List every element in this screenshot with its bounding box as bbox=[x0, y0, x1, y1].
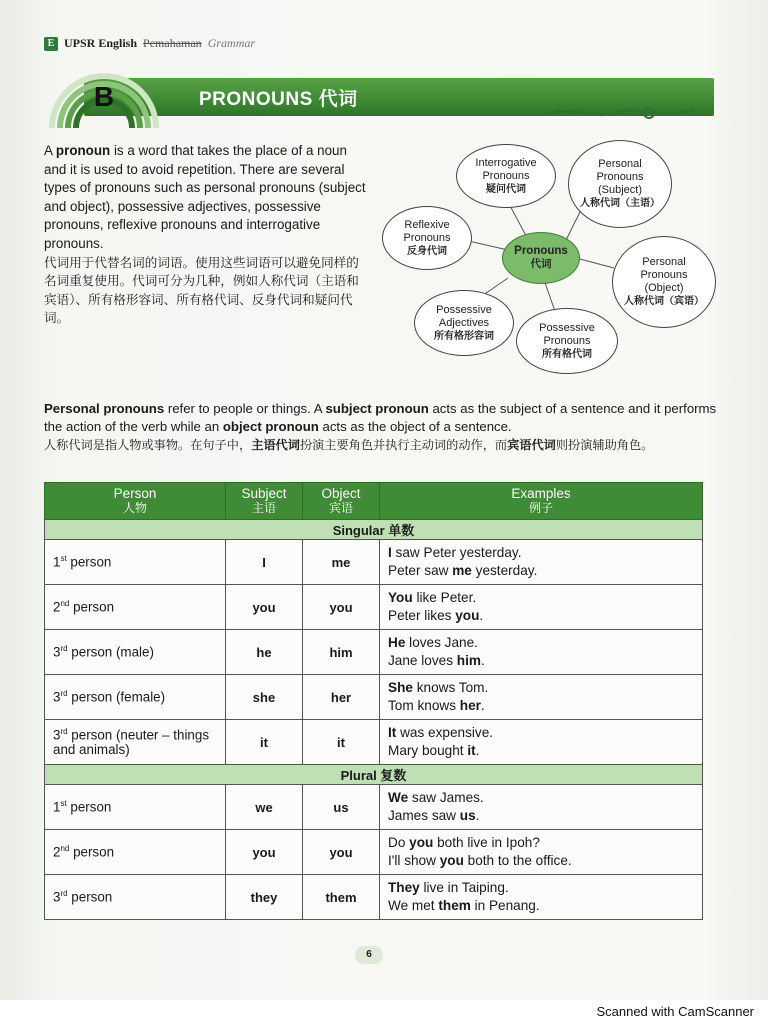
example-text-run: him bbox=[456, 653, 481, 668]
decorative-swirl bbox=[544, 104, 694, 122]
person-cell: 2nd person bbox=[45, 585, 226, 630]
example-sentence bbox=[388, 834, 694, 852]
node-possessive-pronouns: Possessive Pronouns 所有格代词 bbox=[516, 308, 618, 374]
object-pronoun-cell: him bbox=[303, 630, 380, 675]
personal-intro-text-run: Personal pronouns bbox=[44, 401, 165, 416]
example-text-run: live in Taiping. bbox=[419, 880, 509, 895]
examples-cell bbox=[380, 720, 703, 765]
object-pronoun-cell: them bbox=[303, 875, 380, 920]
example-text-run: you bbox=[455, 608, 480, 623]
examples-cell bbox=[380, 630, 703, 675]
node-personal-pronouns-object: Personal Pronouns (Object) 人称代词（宾语） bbox=[612, 236, 716, 328]
examples-cell bbox=[380, 875, 703, 920]
personal-intro-zh-run: 则扮演辅助角色。 bbox=[555, 438, 654, 452]
example-text-run: in Penang. bbox=[470, 898, 540, 913]
example-text-run: them bbox=[438, 898, 471, 913]
example-text-run: me bbox=[452, 563, 472, 578]
example-text-run: both live in Ipoh? bbox=[433, 835, 540, 850]
example-text-run: You bbox=[388, 590, 413, 605]
example-text-run: It bbox=[388, 725, 397, 740]
example-text-run: . bbox=[479, 608, 484, 623]
example-text-run: . bbox=[475, 743, 480, 758]
table-section-row bbox=[45, 765, 703, 785]
example-text-run: Do bbox=[388, 835, 410, 850]
example-sentence bbox=[388, 807, 694, 825]
subject-pronoun-cell: you bbox=[226, 830, 303, 875]
subtitle-grammar: Grammar bbox=[207, 36, 256, 50]
node-interrogative-pronouns: Interrogative Pronouns 疑问代词 bbox=[456, 144, 556, 208]
personal-intro-zh-run: 人称代词是指人物或事物。在句子中， bbox=[44, 438, 252, 452]
table-row bbox=[45, 830, 703, 875]
pronoun-types-diagram bbox=[376, 140, 722, 382]
example-text-run: He bbox=[388, 635, 406, 650]
object-pronoun-cell: us bbox=[303, 785, 380, 830]
example-text-run: was expensive. bbox=[396, 725, 494, 740]
example-text-run: both to the office. bbox=[463, 853, 572, 868]
person-cell: 1st person bbox=[45, 540, 226, 585]
example-text-run: it bbox=[467, 743, 476, 758]
example-sentence bbox=[388, 544, 694, 562]
example-sentence bbox=[388, 562, 694, 580]
table-section-row bbox=[45, 520, 703, 540]
header-person: Person 人物 bbox=[45, 483, 226, 520]
table-row bbox=[45, 785, 703, 830]
example-text-run: her bbox=[459, 698, 481, 713]
object-pronoun-cell: it bbox=[303, 720, 380, 765]
object-pronoun-cell: you bbox=[303, 830, 380, 875]
example-sentence bbox=[388, 879, 694, 897]
subject-pronoun-cell: I bbox=[226, 540, 303, 585]
example-text-run: saw James. bbox=[408, 790, 484, 805]
example-text-run: us bbox=[459, 808, 476, 823]
person-cell: 3rd person (male) bbox=[45, 630, 226, 675]
section-title: PRONOUNS 代词 bbox=[199, 89, 358, 110]
subject-pronoun-cell: she bbox=[226, 675, 303, 720]
intro-chinese: 代词用于代替名词的词语。使用这些词语可以避免同样的名词重复使用。代词可分为几种，例如人称代词（主语和宾语）、所有格形容词、所有格代词、反身代词和疑问代词。 bbox=[44, 254, 359, 326]
intro-english bbox=[44, 142, 366, 254]
person-cell: 3rd person (neuter – things and animals) bbox=[45, 720, 226, 765]
personal-pronouns-table bbox=[44, 482, 703, 920]
examples-cell bbox=[380, 540, 703, 585]
personal-intro-text-run: acts as the subject of a sentence and it performs the action of the verb while an bbox=[44, 401, 717, 434]
example-sentence bbox=[388, 742, 694, 760]
running-head bbox=[44, 36, 255, 51]
subject-pronoun-cell: it bbox=[226, 720, 303, 765]
personal-intro-chinese bbox=[44, 436, 724, 454]
section-label: Singular 单数 bbox=[45, 520, 703, 540]
personal-intro-text-run: object pronoun bbox=[222, 419, 319, 434]
example-sentence bbox=[388, 724, 694, 742]
example-text-run: They bbox=[388, 880, 420, 895]
personal-intro-english bbox=[44, 400, 724, 436]
example-text-run: Peter likes bbox=[388, 608, 456, 623]
table-row bbox=[45, 630, 703, 675]
example-text-run: I'll show bbox=[388, 853, 440, 868]
example-text-run: She bbox=[388, 680, 413, 695]
example-text-run: . bbox=[480, 653, 485, 668]
scanner-watermark: Scanned with CamScanner bbox=[596, 1004, 754, 1019]
example-sentence bbox=[388, 789, 694, 807]
example-text-run: Peter saw bbox=[388, 563, 453, 578]
example-text-run: yesterday. bbox=[471, 563, 538, 578]
node-reflexive-pronouns: Reflexive Pronouns 反身代词 bbox=[382, 206, 472, 270]
personal-intro-text-run: subject pronoun bbox=[325, 401, 429, 416]
section-letter: B bbox=[93, 81, 115, 112]
example-text-run: loves Jane. bbox=[405, 635, 478, 650]
struck-subtitle: Pemahaman bbox=[143, 36, 202, 50]
section-banner bbox=[44, 76, 714, 132]
node-personal-pronouns-subject: Personal Pronouns (Subject) 人称代词（主语） bbox=[568, 140, 672, 228]
book-title: UPSR English bbox=[64, 36, 138, 50]
example-text-run: like Peter. bbox=[412, 590, 477, 605]
example-text-run: I bbox=[388, 545, 392, 560]
example-text-run: Tom knows bbox=[388, 698, 460, 713]
subject-pronoun-cell: he bbox=[226, 630, 303, 675]
personal-intro-zh-run: 主语代词 bbox=[251, 438, 300, 452]
table-row bbox=[45, 585, 703, 630]
example-sentence bbox=[388, 897, 694, 915]
subject-pronoun-cell: they bbox=[226, 875, 303, 920]
intro-text-run: is a word that takes the place of a noun and it is used to avoid repetition. There are several types of pronouns such as personal pronouns (subject and object), possessive adjectives, possessive pronouns, reflexive pronouns and interrogative pronouns. bbox=[44, 143, 366, 251]
subject-pronoun-cell: we bbox=[226, 785, 303, 830]
person-cell: 2nd person bbox=[45, 830, 226, 875]
example-text-run: We met bbox=[388, 898, 439, 913]
object-pronoun-cell: her bbox=[303, 675, 380, 720]
intro-text-run: pronoun bbox=[55, 143, 111, 158]
examples-cell bbox=[380, 785, 703, 830]
section-label: Plural 复数 bbox=[45, 765, 703, 785]
example-text-run: We bbox=[388, 790, 409, 805]
example-sentence bbox=[388, 634, 694, 652]
table-body bbox=[45, 520, 703, 920]
subject-pronoun-cell: you bbox=[226, 585, 303, 630]
examples-cell bbox=[380, 830, 703, 875]
header-subject: Subject 主语 bbox=[226, 483, 303, 520]
examples-cell bbox=[380, 675, 703, 720]
example-sentence bbox=[388, 679, 694, 697]
person-cell: 3rd person bbox=[45, 875, 226, 920]
example-text-run: James saw bbox=[388, 808, 460, 823]
example-sentence bbox=[388, 697, 694, 715]
node-pronouns-center: Pronouns 代词 bbox=[502, 232, 580, 284]
example-text-run: Mary bought bbox=[388, 743, 468, 758]
object-pronoun-cell: you bbox=[303, 585, 380, 630]
object-pronoun-cell: me bbox=[303, 540, 380, 585]
page-number: 6 bbox=[355, 946, 383, 964]
rainbow-arc-badge bbox=[44, 68, 164, 128]
personal-intro-zh-run: 宾语代词 bbox=[507, 438, 556, 452]
table-row bbox=[45, 720, 703, 765]
header-examples: Examples 例子 bbox=[380, 483, 703, 520]
example-sentence bbox=[388, 607, 694, 625]
intro-paragraph bbox=[44, 142, 366, 328]
personal-intro-text-run: refer to people or things. A bbox=[164, 401, 326, 416]
personal-intro-zh-run: 扮演主要角色并执行主动词的动作，而 bbox=[299, 438, 508, 452]
example-sentence bbox=[388, 852, 694, 870]
example-text-run: you bbox=[439, 853, 464, 868]
example-text-run: . bbox=[480, 698, 485, 713]
example-text-run: saw Peter yesterday. bbox=[391, 545, 522, 560]
table-row bbox=[45, 540, 703, 585]
table-row bbox=[45, 675, 703, 720]
node-possessive-adjectives: Possessive Adjectives 所有格形容词 bbox=[414, 290, 514, 356]
table-row bbox=[45, 875, 703, 920]
personal-intro-text-run: acts as the object of a sentence. bbox=[318, 419, 512, 434]
person-cell: 3rd person (female) bbox=[45, 675, 226, 720]
example-text-run: knows Tom. bbox=[412, 680, 489, 695]
example-sentence bbox=[388, 589, 694, 607]
example-text-run: you bbox=[409, 835, 434, 850]
example-text-run: . bbox=[475, 808, 480, 823]
header-object: Object 宾语 bbox=[303, 483, 380, 520]
intro-text-run: A bbox=[44, 143, 56, 158]
personal-pronouns-intro bbox=[44, 400, 724, 454]
example-sentence bbox=[388, 652, 694, 670]
examples-cell bbox=[380, 585, 703, 630]
book-logo: E bbox=[44, 37, 58, 51]
person-cell: 1st person bbox=[45, 785, 226, 830]
table-header-row bbox=[45, 483, 703, 520]
example-text-run: Jane loves bbox=[388, 653, 457, 668]
